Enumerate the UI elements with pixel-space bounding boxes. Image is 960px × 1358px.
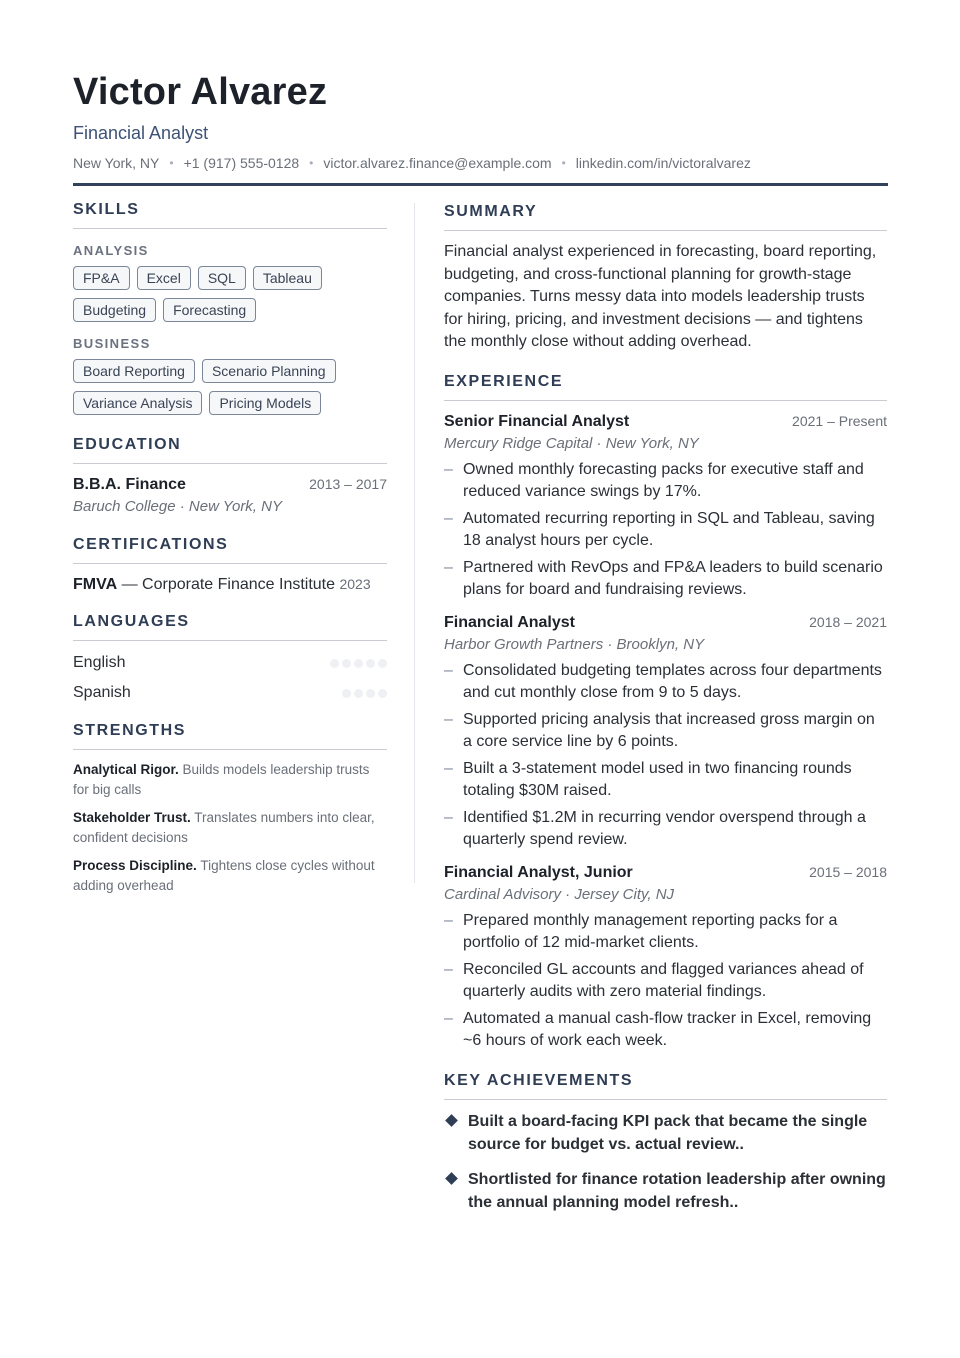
left-column xyxy=(73,200,387,896)
language-name: Spanish xyxy=(73,684,131,701)
achievement-text: Built a board-facing KPI pack that became the single source for budget vs. actual review.. xyxy=(468,1112,868,1153)
strength-text: Tightens close cycles without adding overhead xyxy=(73,858,375,893)
achievement-item xyxy=(444,1110,887,1156)
job-dates: 2021 – Present xyxy=(792,412,887,429)
job-dates: 2015 – 2018 xyxy=(809,863,887,880)
language-level-dot xyxy=(354,659,363,668)
bullet-dash: – xyxy=(444,509,453,527)
strengths-section xyxy=(73,721,387,896)
bullet-dash: – xyxy=(444,808,453,826)
job-bullet-text: Automated a manual cash-flow tracker in Excel, removing ~6 hours of work each week. xyxy=(463,1009,872,1049)
bullet-dash: – xyxy=(444,911,453,929)
summary-heading: SUMMARY xyxy=(444,202,887,231)
job-bullet xyxy=(444,1008,887,1053)
contact-email[interactable]: victor.alvarez.finance@example.com xyxy=(323,155,552,171)
language-level-dot xyxy=(342,689,351,698)
education-school: Baruch College · New York, NY xyxy=(73,498,282,515)
language-name: English xyxy=(73,654,126,671)
skills-section xyxy=(73,200,387,415)
strength-title: Stakeholder Trust. xyxy=(73,810,191,825)
education-dates: 2013 – 2017 xyxy=(309,476,387,492)
candidate-title: Financial Analyst xyxy=(73,123,209,143)
strength-item xyxy=(73,760,387,800)
strength-item xyxy=(73,808,387,848)
job-bullet-text: Automated recurring reporting in SQL and Tableau, saving 18 analyst hours per cycle. xyxy=(463,509,875,549)
skills-heading: SKILLS xyxy=(73,200,387,229)
contact-location: New York, NY xyxy=(73,155,160,171)
language-level-dot xyxy=(342,659,351,668)
skill-chip: Tableau xyxy=(253,266,322,290)
contact-separator: • xyxy=(561,156,566,170)
column-divider xyxy=(414,203,415,883)
job-bullet-text: Owned monthly forecasting packs for executive staff and reduced variance swings by 17%. xyxy=(463,460,864,500)
language-level-dots xyxy=(330,659,387,668)
candidate-name: Victor Alvarez xyxy=(73,71,328,113)
bullet-dash: – xyxy=(444,759,453,777)
experience-heading: EXPERIENCE xyxy=(444,372,887,401)
contact-phone[interactable]: +1 (917) 555-0128 xyxy=(183,155,300,171)
skills-chip-list xyxy=(73,359,387,415)
job-bullet xyxy=(444,959,887,1004)
education-heading: EDUCATION xyxy=(73,435,387,464)
certifications-section xyxy=(73,535,387,594)
job-bullet-text: Prepared monthly management reporting packs for a portfolio of 12 mid-market clients. xyxy=(463,911,838,951)
certification-year: 2023 xyxy=(339,576,371,592)
job-title: Senior Financial Analyst xyxy=(444,412,630,430)
skill-chip: Budgeting xyxy=(73,298,156,322)
contact-line xyxy=(73,154,888,172)
experience-section xyxy=(444,372,887,1053)
job-company: Cardinal Advisory · Jersey City, NJ xyxy=(444,885,675,903)
diamond-bullet-icon xyxy=(445,1172,458,1185)
job-bullets xyxy=(444,910,887,1053)
skill-chip: Variance Analysis xyxy=(73,391,202,415)
education-section xyxy=(73,435,387,515)
job-header xyxy=(444,614,887,632)
skill-chip: Scenario Planning xyxy=(202,359,336,383)
job-bullet xyxy=(444,709,887,754)
job-bullet xyxy=(444,557,887,602)
language-level-dot xyxy=(366,659,375,668)
contact-linkedin[interactable]: linkedin.com/in/victoralvarez xyxy=(575,155,751,171)
language-row xyxy=(73,653,387,673)
bullet-dash: – xyxy=(444,1009,453,1027)
strength-text: Translates numbers into clear, confident decisions xyxy=(73,810,375,845)
achievements-section xyxy=(444,1071,887,1214)
education-entry xyxy=(73,476,387,494)
diamond-bullet-icon xyxy=(445,1114,458,1127)
languages-heading: LANGUAGES xyxy=(73,612,387,641)
bullet-dash: – xyxy=(444,558,453,576)
skill-chip: Forecasting xyxy=(163,298,256,322)
language-level-dots xyxy=(342,689,387,698)
job-bullet xyxy=(444,660,887,705)
bullet-dash: – xyxy=(444,460,453,478)
job-entry xyxy=(444,864,887,1053)
job-bullet xyxy=(444,459,887,504)
education-degree: B.B.A. Finance xyxy=(73,476,186,493)
summary-text: Financial analyst experienced in forecasting, board reporting, budgeting, and cross-functional planning for growth-stage companies. Turns messy data into models leadership trusts for hiring, pricing, and investment decisions — and tightens the monthly close without adding overhead. xyxy=(444,243,877,350)
skill-chip: Board Reporting xyxy=(73,359,195,383)
job-bullet-text: Built a 3-statement model used in two financing rounds totaling $30M raised. xyxy=(463,759,852,799)
language-row xyxy=(73,683,387,703)
language-level-dot xyxy=(366,689,375,698)
bullet-dash: – xyxy=(444,710,453,728)
strength-text: Builds models leadership trusts for big calls xyxy=(73,762,370,797)
contact-separator: • xyxy=(309,156,314,170)
resume-header xyxy=(73,70,888,172)
skills-group-label: ANALYSIS xyxy=(73,243,149,258)
certification-issuer: — Corporate Finance Institute xyxy=(117,576,340,593)
certification-name: FMVA xyxy=(73,576,118,593)
job-bullets xyxy=(444,660,887,852)
language-level-dot xyxy=(378,689,387,698)
contact-separator: • xyxy=(169,156,174,170)
language-level-dot xyxy=(354,689,363,698)
job-entry xyxy=(444,413,887,602)
strengths-heading: STRENGTHS xyxy=(73,721,387,750)
job-title: Financial Analyst, Junior xyxy=(444,863,633,881)
job-bullet xyxy=(444,758,887,803)
job-bullets xyxy=(444,459,887,602)
bullet-dash: – xyxy=(444,661,453,679)
skill-chip: Pricing Models xyxy=(209,391,321,415)
language-level-dot xyxy=(378,659,387,668)
job-bullet-text: Partnered with RevOps and FP&A leaders to build scenario plans for board and fundraising reviews. xyxy=(463,558,883,598)
job-header xyxy=(444,864,887,882)
job-bullet xyxy=(444,807,887,852)
skill-chip: FP&A xyxy=(73,266,130,290)
header-rule xyxy=(73,183,888,186)
job-company: Mercury Ridge Capital · New York, NY xyxy=(444,434,699,452)
right-column xyxy=(444,202,887,1214)
skill-chip: SQL xyxy=(198,266,246,290)
skill-chip: Excel xyxy=(137,266,191,290)
strength-title: Process Discipline. xyxy=(73,858,197,873)
language-level-dot xyxy=(330,659,339,668)
certifications-heading: CERTIFICATIONS xyxy=(73,535,387,564)
job-bullet-text: Consolidated budgeting templates across four departments and cut monthly close from 9 to 5 days. xyxy=(463,661,882,701)
strength-item xyxy=(73,856,387,896)
job-bullet-text: Reconciled GL accounts and flagged variances ahead of quarterly audits with zero material findings. xyxy=(463,960,864,1000)
job-bullet-text: Supported pricing analysis that increased gross margin on a core service line by 6 points. xyxy=(463,710,875,750)
achievements-heading: KEY ACHIEVEMENTS xyxy=(444,1071,887,1100)
summary-section xyxy=(444,202,887,354)
job-bullet xyxy=(444,508,887,553)
job-bullet-text: Identified $1.2M in recurring vendor overspend through a quarterly spend review. xyxy=(463,808,866,848)
job-dates: 2018 – 2021 xyxy=(809,613,887,630)
bullet-dash: – xyxy=(444,960,453,978)
job-company: Harbor Growth Partners · Brooklyn, NY xyxy=(444,635,705,653)
job-bullet xyxy=(444,910,887,955)
strength-title: Analytical Rigor. xyxy=(73,762,179,777)
languages-section xyxy=(73,612,387,703)
achievement-text: Shortlisted for finance rotation leadership after owning the annual planning model refresh.. xyxy=(468,1170,886,1211)
job-title: Financial Analyst xyxy=(444,613,575,631)
job-header xyxy=(444,413,887,431)
job-entry xyxy=(444,614,887,852)
achievement-item xyxy=(444,1168,887,1214)
skills-group-label: BUSINESS xyxy=(73,336,151,351)
skills-chip-list xyxy=(73,266,387,322)
certification-entry xyxy=(73,576,387,594)
